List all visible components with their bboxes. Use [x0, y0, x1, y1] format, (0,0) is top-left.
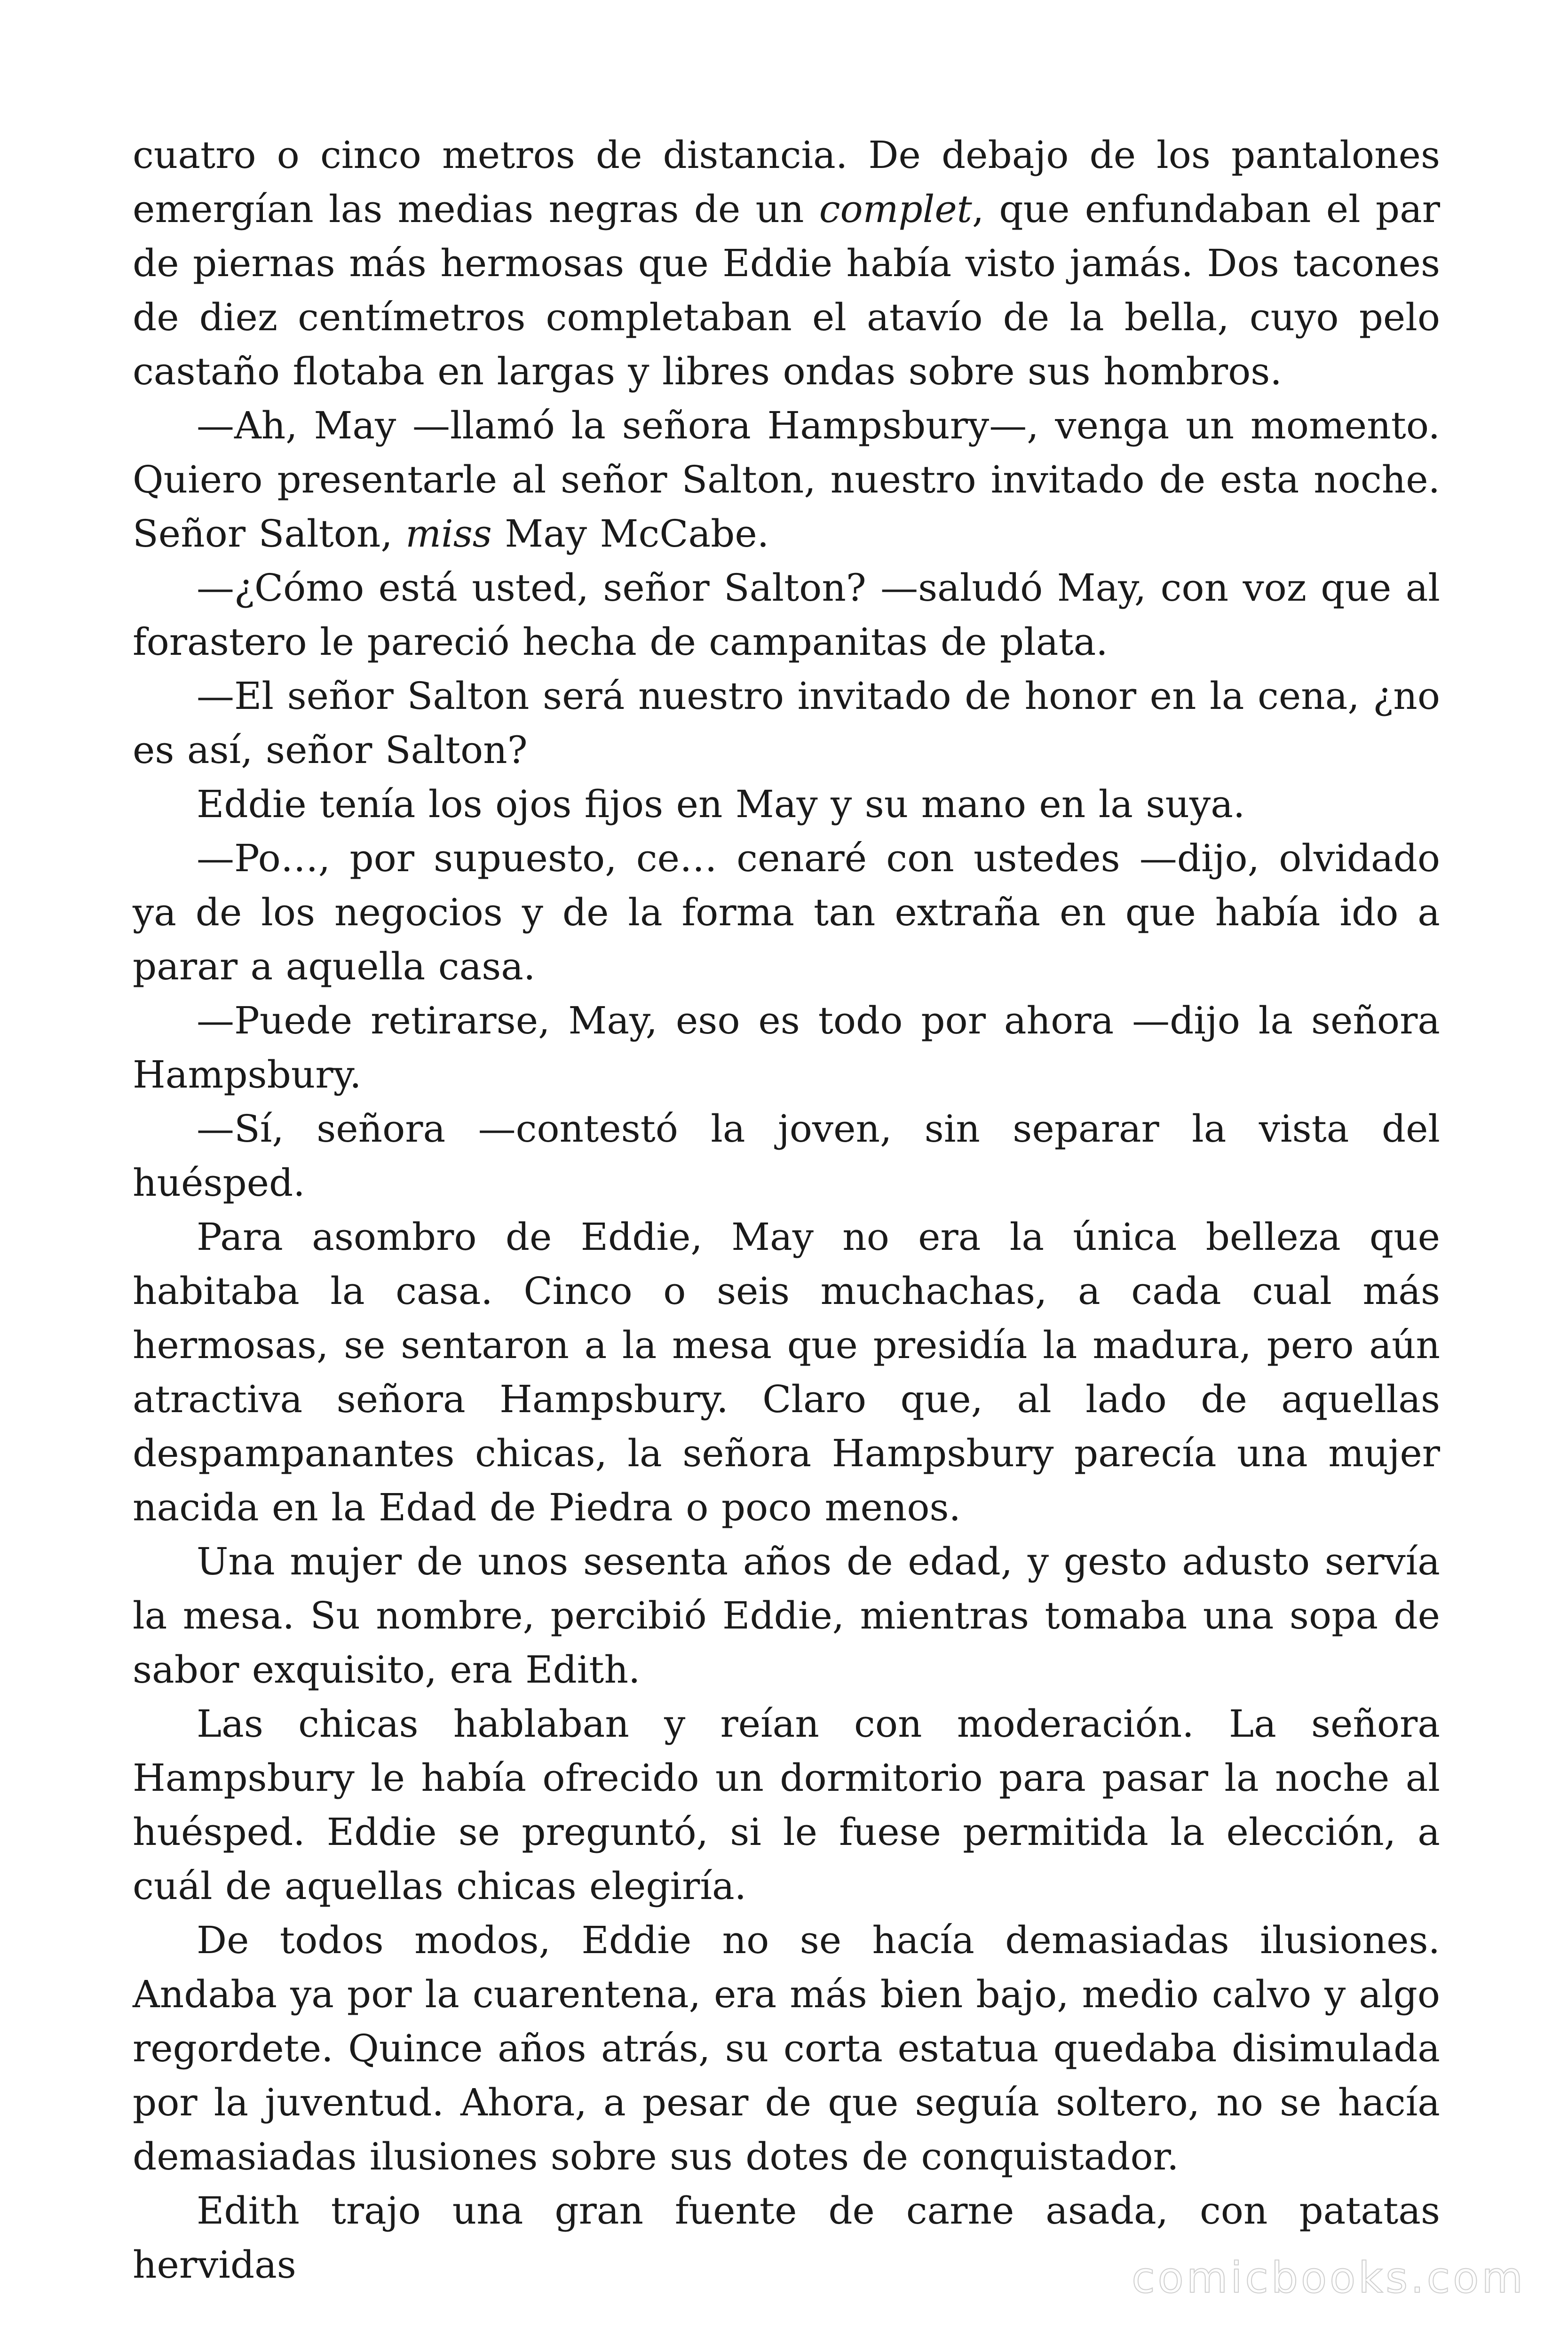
text-column — [133, 128, 1440, 2292]
paragraph-text: De todos modos, Eddie no se hacía demasiadas ilusiones. Andaba ya por la cuarentena, era más bien bajo, medio calvo y algo regordete. Quince años atrás, su corta estatua quedaba disimulada por la juventud. Ahora, a pesar de que seguía soltero, no se hacía demasiadas ilusiones sobre sus dotes de conquistador. — [133, 1918, 1440, 2178]
paragraph — [133, 128, 1440, 398]
paragraph-text: cuatro o cinco metros de distancia. De debajo de los pantalones emergían las medias negras de un — [133, 133, 1440, 231]
paragraph — [133, 1534, 1440, 1697]
paragraph — [133, 1210, 1440, 1534]
paragraph-text: —Ah, May —llamó la señora Hampsbury—, venga un momento. Quiero presentarle al señor Salton, nuestro invitado de esta noche. Señor Salton, — [133, 404, 1440, 556]
page-body — [133, 128, 1440, 2292]
paragraph-text: —Po…, por supuesto, ce… cenaré con ustedes —dijo, olvidado ya de los negocios y de la forma tan extraña en que había ido a parar a aquella casa. — [133, 836, 1440, 988]
paragraph-text: , que enfundaban el par de piernas más hermosas que Eddie había visto jamás. Dos tacones de diez centímetros completaban el atavío de la bella, cuyo pelo castaño flotaba en largas y libres ondas sobre sus hombros. — [133, 187, 1441, 393]
paragraph-text: Una mujer de unos sesenta años de edad, y gesto adusto servía la mesa. Su nombre, percibió Eddie, mientras tomaba una sopa de sabor exquisito, era Edith. — [133, 1540, 1440, 1692]
paragraph — [133, 561, 1440, 669]
paragraph-text: Las chicas hablaban y reían con moderación. La señora Hampsbury le había ofrecido un dormitorio para pasar la noche al huésped. Eddie se preguntó, si le fuese permitida la elección, a cuál de aquellas chicas elegiría. — [133, 1702, 1440, 1908]
paragraph — [133, 831, 1440, 993]
paragraph-text: Edith trajo una gran fuente de carne asada, con patatas hervidas — [133, 2189, 1440, 2287]
paragraph — [133, 993, 1440, 1102]
paragraph — [133, 1913, 1440, 2184]
paragraph-text: Eddie tenía los ojos fijos en May y su mano en la suya. — [197, 782, 1245, 826]
paragraph-text: —¿Cómo está usted, señor Salton? —saludó May, con voz que al forastero le pareció hecha de campanitas de plata. — [133, 566, 1440, 664]
paragraph-text: Para asombro de Eddie, May no era la única belleza que habitaba la casa. Cinco o seis muchachas, a cada cual más hermosas, se sentaron a la mesa que presidía la madura, pero aún atractiva señora Hampsbury. Claro que, al lado de aquellas despampanantes chicas, la señora Hampsbury parecía una mujer nacida en la Edad de Piedra o poco menos. — [133, 1215, 1440, 1529]
italic-text: miss — [405, 512, 492, 556]
watermark: comicbooks.com — [1132, 2253, 1526, 2303]
paragraph — [133, 669, 1440, 777]
paragraph-text: May McCabe. — [491, 512, 769, 556]
paragraph — [133, 1102, 1440, 1210]
paragraph — [133, 398, 1440, 561]
paragraph-text: —Puede retirarse, May, eso es todo por ahora —dijo la señora Hampsbury. — [133, 999, 1440, 1097]
paragraph-text: —Sí, señora —contestó la joven, sin separar la vista del huésped. — [133, 1107, 1440, 1205]
paragraph — [133, 777, 1440, 831]
italic-text: complet — [819, 187, 972, 231]
paragraph — [133, 1697, 1440, 1913]
paragraph-text: —El señor Salton será nuestro invitado de honor en la cena, ¿no es así, señor Salton? — [133, 674, 1440, 772]
